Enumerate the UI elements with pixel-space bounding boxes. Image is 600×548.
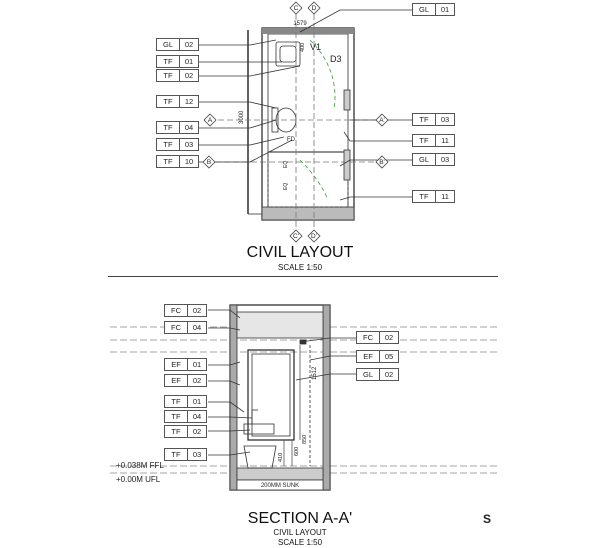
plan-scale: SCALE 1:50 xyxy=(277,263,323,272)
section-wc xyxy=(244,446,276,468)
marker-a-left: A xyxy=(207,117,213,124)
section-tag-ef-01: EF 01 xyxy=(164,358,207,371)
section-tag-fc-02: FC 02 xyxy=(164,304,207,317)
dim-850: 850 xyxy=(302,434,308,444)
marker-c-top: C xyxy=(293,5,299,12)
level-ffl: +0.038M FFL xyxy=(116,461,164,470)
fixture-d3: D3 xyxy=(330,54,342,64)
dim-410: 410 xyxy=(278,452,284,462)
plan-tag-tf-03: TF 03 xyxy=(156,138,199,151)
section-ceiling xyxy=(237,312,323,338)
level-ufl: +0.00M UFL xyxy=(116,475,161,484)
section-tag-gl-02: GL 02 xyxy=(356,368,399,381)
section-tag-fc-02-right: FC 02 xyxy=(356,331,399,344)
plan-tag-tf-11-b: TF 11 xyxy=(412,190,455,203)
section-subtitle: CIVIL LAYOUT xyxy=(273,528,327,537)
dim-side: 3000 xyxy=(239,110,245,124)
section-tag-tf-04: TF 04 xyxy=(164,410,207,423)
fixture-v1: V1 xyxy=(310,42,322,52)
cut-letter: S xyxy=(483,512,492,526)
label-eq-1: EQ xyxy=(283,160,289,168)
marker-d-bottom: D' xyxy=(311,233,317,240)
plan-tag-tf-11: TF 11 xyxy=(412,134,455,147)
plan-tag-gl-01: GL 01 xyxy=(412,3,455,16)
dim-1512: 1512 xyxy=(312,366,318,380)
section-tag-ef-02: EF 02 xyxy=(164,374,207,387)
plan-tag-gl-03: GL 03 xyxy=(412,153,455,166)
section-tag-ef-05: EF 05 xyxy=(356,350,399,363)
plan-tag-tf-04: TF 04 xyxy=(156,121,199,134)
section-tag-tf-02: TF 02 xyxy=(164,425,207,438)
plan-tag-tf-02: TF 02 xyxy=(156,69,199,82)
label-fd: FD xyxy=(287,137,295,143)
plan-tag-tf-03-right: TF 03 xyxy=(412,113,455,126)
plan-divider xyxy=(108,276,498,277)
sunk-label: 200MM SUNK xyxy=(260,483,300,489)
dim-600: 600 xyxy=(294,446,300,456)
section-floor xyxy=(237,468,323,480)
marker-b-left: B xyxy=(206,159,212,166)
marker-a-right: A' xyxy=(379,117,385,124)
plan-tag-gl-02: GL 02 xyxy=(156,38,199,51)
plan-title: CIVIL LAYOUT xyxy=(246,244,354,261)
section-tag-tf-03: TF 03 xyxy=(164,448,207,461)
marker-b-right: B' xyxy=(379,159,385,166)
plan-tag-tf-12: TF 12 xyxy=(156,95,199,108)
section-scale: SCALE 1:50 xyxy=(277,538,323,547)
section-tag-fc-04: FC 04 xyxy=(164,321,207,334)
label-eq-2: EQ xyxy=(283,182,289,190)
dim-top: 1579 xyxy=(293,21,307,27)
plan-shower xyxy=(268,152,348,207)
section-tag-tf-01: TF 01 xyxy=(164,395,207,408)
section-title: SECTION A-A' xyxy=(247,510,353,527)
plan-tag-tf-10: TF 10 xyxy=(156,155,199,168)
marker-c-bottom: C' xyxy=(293,233,299,240)
section-mirror xyxy=(248,350,294,440)
dim-small: 400 xyxy=(300,42,306,52)
marker-d-top: D xyxy=(311,5,317,12)
plan-tag-tf-01: TF 01 xyxy=(156,55,199,68)
